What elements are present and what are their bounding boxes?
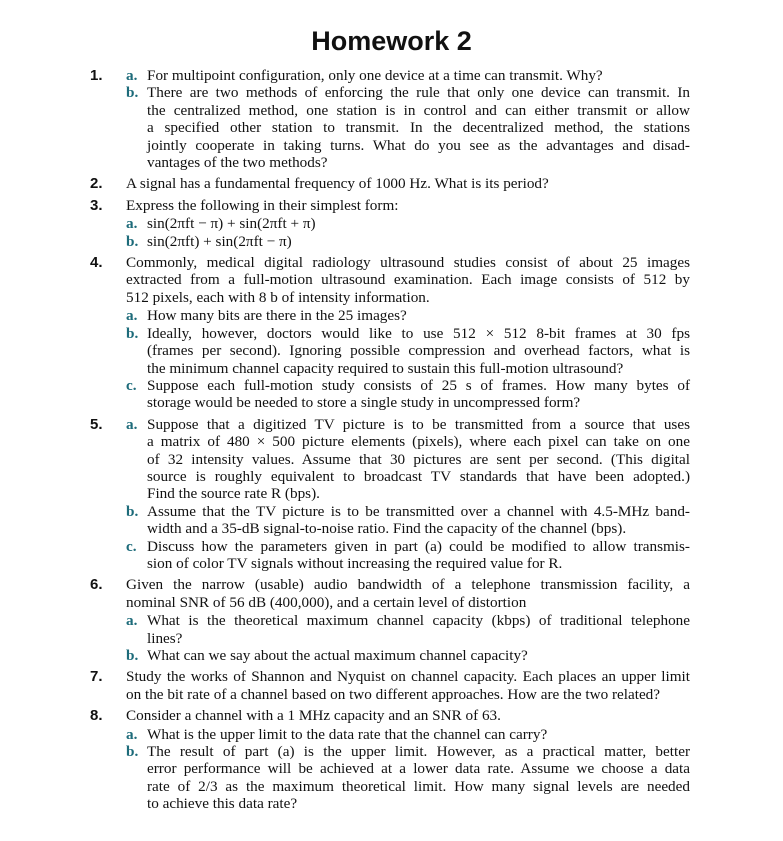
question — [90, 707, 690, 812]
question — [90, 576, 690, 664]
question-list — [90, 67, 690, 817]
question-text-line: Study the works of Shannon and Nyquist on channel capacity. Each places an upper limit — [126, 668, 690, 686]
question-part — [126, 538, 690, 573]
part-label: b. — [126, 232, 139, 250]
question-part — [126, 307, 690, 324]
question-part — [126, 503, 690, 538]
part-label: c. — [126, 376, 137, 394]
question — [90, 175, 690, 192]
part-text-line: What can we say about the actual maximum channel capacity? — [147, 647, 528, 664]
part-label: b. — [126, 324, 139, 342]
question-part — [126, 416, 690, 503]
part-text-line: What is the upper limit to the data rate that the channel can carry? — [147, 725, 548, 743]
question-text-line: Given the narrow (usable) audio bandwidth of a telephone transmission facility, a — [126, 576, 690, 594]
part-text-line: lines? — [147, 629, 183, 647]
part-text-line: storage would be needed to store a single study in uncompressed form? — [147, 394, 581, 412]
part-text-line: the centralized method, one station is in control and can either transmit or allow — [147, 101, 690, 119]
part-text-line: jointly cooperate in taking turns. What do you see as the advantages and disad- — [147, 136, 690, 154]
part-text-line: Assume that the TV picture is to be transmitted over a channel with 4.5-MHz band- — [147, 502, 690, 520]
question-part — [126, 67, 690, 84]
question-text-line: extracted from a full-motion ultrasound examination. Each image consists of 512 by — [126, 271, 690, 289]
part-text-line: sion of color TV signals without increasing the required value for R. — [147, 554, 563, 572]
question-part — [126, 726, 690, 743]
part-text-line: rate of 2/3 as the maximum theoretical limit. How many signal levels are needed — [147, 777, 690, 795]
part-label: a. — [126, 725, 138, 743]
question — [90, 416, 690, 573]
question — [90, 254, 690, 412]
question — [90, 197, 690, 250]
question-part — [126, 84, 690, 171]
part-text-line: Discuss how the parameters given in part (a) could be modified to allow transmis- — [147, 537, 690, 555]
part-text-line: a matrix of 480 × 500 picture elements (pixels), where each pixel can take on one — [147, 433, 690, 451]
part-text-line: Find the source rate R (bps). — [147, 485, 320, 503]
question-number: 6. — [90, 576, 103, 594]
question-number: 1. — [90, 67, 103, 84]
part-text-line: Ideally, however, doctors would like to use 512 × 512 8-bit frames at 30 fps — [147, 324, 690, 342]
part-text-line: For multipoint configuration, only one device at a time can transmit. Why? — [147, 67, 603, 84]
part-label: a. — [126, 215, 138, 233]
question-parts — [126, 307, 690, 411]
part-label: b. — [126, 743, 139, 761]
part-text-line: the minimum channel capacity required to sustain this full-motion ultrasound? — [147, 359, 624, 377]
question-text-line: nominal SNR of 56 dB (400,000), and a certain level of distortion — [126, 593, 527, 611]
question-parts — [126, 67, 690, 171]
question-text-line: Commonly, medical digital radiology ultrasound studies consist of about 25 images — [126, 254, 690, 272]
question-part — [126, 325, 690, 377]
question-number: 5. — [90, 415, 103, 433]
part-text-line: vantages of the two methods? — [147, 154, 328, 172]
part-label: b. — [126, 84, 139, 102]
question-part — [126, 233, 690, 250]
part-text-line: How many bits are there in the 25 images? — [147, 307, 407, 325]
part-text-line: sin(2πft − π) + sin(2πft + π) — [147, 215, 316, 233]
question-part — [126, 647, 690, 664]
question-part — [126, 743, 690, 813]
page-title: Homework 2 — [311, 26, 472, 56]
question-number: 4. — [90, 254, 103, 272]
question — [90, 668, 690, 703]
question-number: 3. — [90, 196, 103, 214]
question-number: 8. — [90, 707, 103, 725]
part-label: b. — [126, 647, 139, 664]
part-label: a. — [126, 67, 138, 84]
part-text-line: to achieve this data rate? — [147, 795, 298, 813]
question-parts — [126, 416, 690, 573]
question-parts — [126, 726, 690, 813]
part-text-line: sin(2πft) + sin(2πft − π) — [147, 232, 292, 250]
part-text-line: of 32 intensity values. Assume that 30 pictures are sent per second. (This digital — [147, 450, 690, 468]
question-text-line: 512 pixels, each with 8 b of intensity information. — [126, 288, 430, 306]
question-parts — [126, 612, 690, 664]
question-text-line: on the bit rate of a channel based on two different approaches. How are the two related? — [126, 685, 661, 703]
part-label: a. — [126, 415, 138, 433]
part-text-line: The result of part (a) is the upper limit. However, as a practical matter, better — [147, 743, 690, 761]
question-parts — [126, 215, 690, 250]
part-label: c. — [126, 537, 137, 555]
part-text-line: Suppose each full-motion study consists of 25 s of frames. How many bytes of — [147, 376, 690, 394]
part-label: b. — [126, 502, 139, 520]
question-text-line: A signal has a fundamental frequency of 1000 Hz. What is its period? — [126, 175, 549, 193]
part-label: a. — [126, 612, 138, 630]
question-part — [126, 612, 690, 647]
part-text-line: width and a 35-dB signal-to-noise ratio. Find the capacity of the channel (bps). — [147, 520, 627, 538]
question-number: 7. — [90, 668, 103, 686]
part-text-line: a specified other station to transmit. In the decentralized method, the stations — [147, 119, 690, 137]
question-text-line: Consider a channel with a 1 MHz capacity and an SNR of 63. — [126, 707, 501, 725]
part-text-line: There are two methods of enforcing the rule that only one device can transmit. In — [147, 84, 690, 102]
question-part — [126, 377, 690, 412]
part-text-line: error performance will be achieved at a lower data rate. Assume we choose a data — [147, 760, 690, 778]
part-label: a. — [126, 307, 138, 325]
question-text-line: Express the following in their simplest form: — [126, 196, 399, 214]
part-text-line: What is the theoretical maximum channel capacity (kbps) of traditional telephone — [147, 612, 690, 630]
question-part — [126, 215, 690, 232]
question-number: 2. — [90, 175, 103, 193]
part-text-line: (frames per second). Ignoring possible compression and overhead factors, what is — [147, 342, 690, 360]
part-text-line: source is roughly equivalent to broadcast TV standards that have been adopted.) — [147, 467, 690, 485]
part-text-line: Suppose that a digitized TV picture is to be transmitted from a source that uses — [147, 415, 690, 433]
question — [90, 67, 690, 171]
